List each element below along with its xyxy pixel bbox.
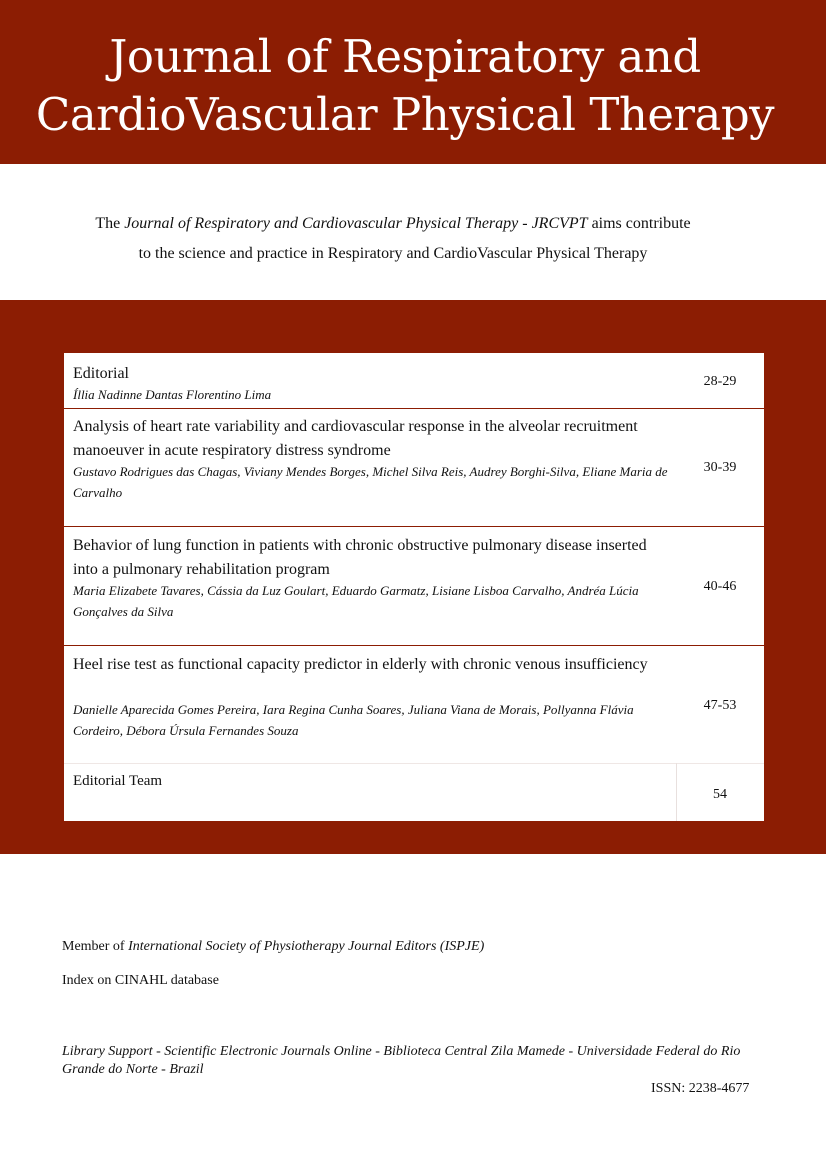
toc-entry-authors: Danielle Aparecida Gomes Pereira, Iara Regina Cunha Soares, Juliana Viana de Morais, Pollyanna Flávia Cordeiro, Débora Úrsula Fernandes Souza bbox=[73, 702, 634, 738]
membership-organization: International Society of Physiotherapy Journal Editors (ISPJE) bbox=[128, 939, 485, 954]
toc-entry-pages: 28-29 bbox=[703, 374, 737, 389]
journal-title-line2: CardioVascular Physical Therapy bbox=[35, 88, 775, 141]
aims-prefix: The bbox=[95, 215, 125, 232]
aims-line1 bbox=[0, 216, 786, 232]
aims-suffix: aims contribute bbox=[587, 215, 691, 232]
issn: ISSN: 2238-4677 bbox=[651, 1081, 750, 1096]
toc-row-divider bbox=[64, 408, 764, 409]
aims-journal-name: Journal of Respiratory and Cardiovascular Physical Therapy - JRCVPT bbox=[124, 215, 588, 232]
toc-entry-pages: 54 bbox=[713, 787, 727, 802]
toc-entry-authors: Gustavo Rodrigues das Chagas, Viviany Mendes Borges, Michel Silva Reis, Audrey Borghi-Silva, Eliane Maria de Carvalho bbox=[73, 464, 668, 500]
toc-entry-title[interactable]: Editorial bbox=[73, 365, 129, 382]
toc-row-divider bbox=[64, 763, 764, 764]
library-support: Library Support - Scientific Electronic Journals Online - Biblioteca Central Zila Mamede - Universidade Federal do Rio Grande do Norte - Brazil bbox=[62, 1044, 741, 1077]
toc-row-divider bbox=[64, 526, 764, 527]
toc-entry-title[interactable]: Analysis of heart rate variability and cardiovascular response in the alveolar recruitment manoeuver in acute respiratory distress syndrome bbox=[73, 418, 638, 459]
index-line: Index on CINAHL database bbox=[62, 973, 219, 988]
toc-entry-pages: 40-46 bbox=[703, 579, 737, 594]
toc-entry-pages: 30-39 bbox=[703, 460, 737, 475]
toc-row-divider bbox=[64, 645, 764, 646]
toc-entry-title[interactable]: Behavior of lung function in patients with chronic obstructive pulmonary disease inserted into a pulmonary rehabilitation program bbox=[73, 537, 647, 578]
toc-entry-title[interactable]: Editorial Team bbox=[73, 773, 163, 789]
aims-line2: to the science and practice in Respiratory and CardioVascular Physical Therapy bbox=[138, 245, 648, 262]
journal-title-line1: Journal of Respiratory and bbox=[109, 30, 701, 83]
membership-line bbox=[62, 938, 484, 956]
toc-entry-authors: Íllia Nadinne Dantas Florentino Lima bbox=[73, 387, 272, 402]
toc-entry-pages: 47-53 bbox=[703, 698, 737, 713]
membership-prefix: Member of bbox=[62, 939, 129, 954]
toc-entry-authors: Maria Elizabete Tavares, Cássia da Luz Goulart, Eduardo Garmatz, Lisiane Lisboa Carvalho, Andréa Lúcia Gonçalves da Silva bbox=[73, 583, 639, 619]
toc-entry-title[interactable]: Heel rise test as functional capacity predictor in elderly with chronic venous insufficiency bbox=[73, 656, 648, 673]
